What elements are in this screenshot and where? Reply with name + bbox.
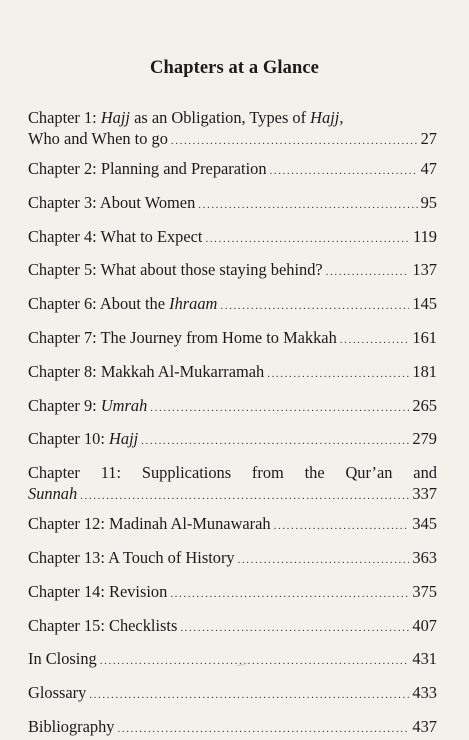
toc-entry-chapter-6 xyxy=(28,293,437,317)
toc-word: 11: xyxy=(100,463,122,483)
toc-entry-bibliography xyxy=(28,716,437,740)
toc-label: In Closing xyxy=(28,649,97,669)
toc-entry-line-1 xyxy=(28,462,437,483)
toc-text: Chapter 10: xyxy=(28,429,110,449)
dot-leader xyxy=(89,685,409,706)
toc-label xyxy=(28,395,147,416)
toc-entry-chapter-7 xyxy=(28,327,437,351)
toc-entry-line-2 xyxy=(28,128,437,149)
toc-text-italic: Ihraam xyxy=(169,294,218,314)
toc-entry-line-2 xyxy=(28,483,437,504)
toc-text: Chapter 6: About the xyxy=(28,294,170,314)
toc-word: Supplications xyxy=(141,463,232,483)
toc-word: the xyxy=(304,463,325,483)
toc-page-number: 145 xyxy=(412,294,437,314)
toc-page-number: 279 xyxy=(412,429,437,449)
toc-page-number: 265 xyxy=(412,395,437,415)
toc-page-number: 119 xyxy=(413,226,437,246)
toc-page-number: 431 xyxy=(412,649,437,669)
toc-text: Chapter 1: xyxy=(28,108,101,127)
dot-leader xyxy=(100,651,410,672)
toc-entry-chapter-11 xyxy=(28,462,437,504)
toc-page-number: 433 xyxy=(412,683,437,703)
toc-label: Glossary xyxy=(28,683,87,703)
toc-page-number: 161 xyxy=(412,327,437,347)
toc-entry-chapter-13 xyxy=(28,547,437,571)
toc-text: , xyxy=(339,108,344,127)
toc-entry-chapter-12 xyxy=(28,513,437,537)
toc-label: Chapter 5: What about those staying behind? xyxy=(28,260,323,280)
toc-text-italic: Hajj xyxy=(310,108,340,127)
dot-leader xyxy=(267,364,409,385)
toc-label: Chapter 8: Makkah Al-Mukarramah xyxy=(28,361,265,381)
toc-label: Bibliography xyxy=(28,716,115,736)
toc-page-number: 95 xyxy=(420,192,437,212)
dot-leader xyxy=(141,431,409,452)
toc-label: Who and When to go xyxy=(28,129,168,148)
dot-leader xyxy=(220,296,409,317)
dot-leader xyxy=(80,486,409,507)
toc-text-italic: Umrah xyxy=(100,395,148,415)
toc-entry-chapter-14 xyxy=(28,581,437,605)
toc-entry-chapter-15 xyxy=(28,615,437,639)
toc-entry-chapter-5 xyxy=(28,259,437,283)
toc-entry-chapter-8 xyxy=(28,361,437,385)
toc-label-italic: Sunnah xyxy=(28,484,78,504)
dot-leader xyxy=(238,550,410,571)
toc-text-italic: Hajj xyxy=(100,108,130,127)
dot-leader xyxy=(270,161,418,182)
toc-word: and xyxy=(413,463,437,483)
toc-page-number: 137 xyxy=(412,260,437,280)
dot-leader xyxy=(340,330,410,351)
table-of-contents xyxy=(28,107,437,740)
toc-page-number: 407 xyxy=(412,615,437,635)
toc-text: Chapter 9: xyxy=(28,395,101,415)
dot-leader xyxy=(274,516,410,537)
toc-page-number: 437 xyxy=(412,716,437,736)
toc-entry-chapter-10 xyxy=(28,428,437,452)
toc-word: from xyxy=(251,463,284,483)
dot-leader xyxy=(180,618,409,639)
toc-page-number: 363 xyxy=(412,547,437,567)
toc-label: Chapter 13: A Touch of History xyxy=(28,547,235,567)
dot-leader xyxy=(326,262,410,283)
toc-label xyxy=(28,428,138,449)
page-title: Chapters at a Glance xyxy=(150,58,319,78)
toc-page-number: 345 xyxy=(412,514,437,534)
toc-entry-chapter-9 xyxy=(28,395,437,419)
toc-page-number: 27 xyxy=(420,129,437,148)
dot-leader xyxy=(118,719,410,740)
toc-label: Chapter 4: What to Expect xyxy=(28,226,203,246)
dot-leader xyxy=(170,584,409,605)
toc-label: Chapter 15: Checklists xyxy=(28,615,178,635)
toc-text: as an Obligation, Types of xyxy=(129,108,311,127)
toc-entry-chapter-1 xyxy=(28,107,437,149)
toc-page-number: 337 xyxy=(412,484,437,504)
toc-label xyxy=(28,293,217,314)
dot-leader xyxy=(198,195,417,216)
dot-leader xyxy=(171,131,418,152)
toc-entry-line-1 xyxy=(28,107,437,128)
toc-text-italic: Hajj xyxy=(109,429,139,449)
toc-label: Chapter 7: The Journey from Home to Makkah xyxy=(28,327,337,347)
dot-leader xyxy=(150,398,409,419)
toc-label: Chapter 12: Madinah Al-Munawarah xyxy=(28,514,271,534)
toc-label: Chapter 14: Revision xyxy=(28,581,168,601)
dot-leader xyxy=(205,229,410,250)
toc-entry-chapter-4 xyxy=(28,226,437,250)
toc-page-number: 375 xyxy=(412,581,437,601)
toc-label: Chapter 2: Planning and Preparation xyxy=(28,159,267,178)
toc-word: Chapter xyxy=(28,463,80,483)
toc-page-number: 47 xyxy=(420,159,437,178)
toc-entry-glossary xyxy=(28,682,437,706)
toc-word: Qur’an xyxy=(345,463,393,483)
toc-entry-chapter-3 xyxy=(28,192,437,216)
toc-page-number: 181 xyxy=(412,361,437,381)
toc-entry-chapter-2 xyxy=(28,158,437,182)
toc-entry-in-closing xyxy=(28,648,437,672)
toc-label: Chapter 3: About Women xyxy=(28,192,196,212)
